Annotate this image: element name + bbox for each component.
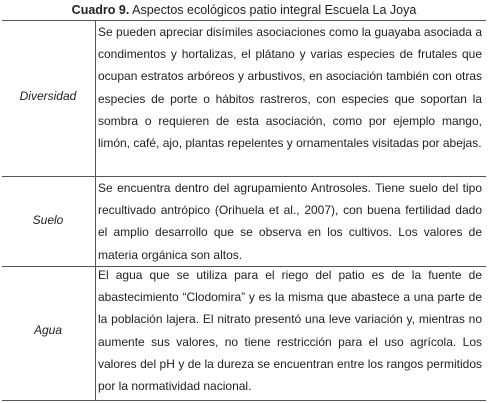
column-divider <box>95 177 96 266</box>
table-row-agua <box>2 267 486 400</box>
table-caption <box>0 2 488 18</box>
caption-prefix: Cuadro 9. <box>71 3 130 17</box>
row-label-diversidad: Diversidad <box>19 89 77 103</box>
row-text-suelo: Se encuentra dentro del agrupamiento Antrosoles. Tiene suelo del tipo recultivado antrópico (Orihuela et al., 2007), con buena fertilidad dado el amplio desarrollo que se observa en los cultivos. Los valores de materia orgánica son altos. <box>98 181 482 262</box>
row-label-agua: Agua <box>33 323 63 337</box>
row-text-agua: El agua que se utiliza para el riego del patio es de la fuente de abastecimiento “Clodomira” y es la misma que abastece a una parte de la población lajera. El nitrato presentó una leve variación y, mientras no aumente sus valores, no tiene restricción para el uso agrícola. Los valores del pH y de la dureza se encuentran entre los rangos permitidos por la normatividad nacional. <box>98 268 482 394</box>
bottom-rule <box>2 400 486 401</box>
table-row-suelo <box>2 177 486 266</box>
caption-title: Aspectos ecológicos patio integral Escuela La Joya <box>132 3 417 17</box>
row-text-diversidad: Se pueden apreciar disímiles asociaciones como la guayaba asociada a condimentos y hortalizas, el plátano y varias especies de frutales que ocupan estratos arbóreos y arbustivos, en asociación también con otras especies de porte o hábitos rastreros, con especies que soportan la sombra o requieren de esta asociación, como por ejemplo mango, limón, café, ajo, plantas repelentes y ornamentales visitadas por abejas. <box>98 25 482 151</box>
column-divider <box>95 21 96 176</box>
table-row-diversidad <box>2 21 486 176</box>
column-divider <box>95 267 96 400</box>
row-label-suelo: Suelo <box>32 213 64 227</box>
